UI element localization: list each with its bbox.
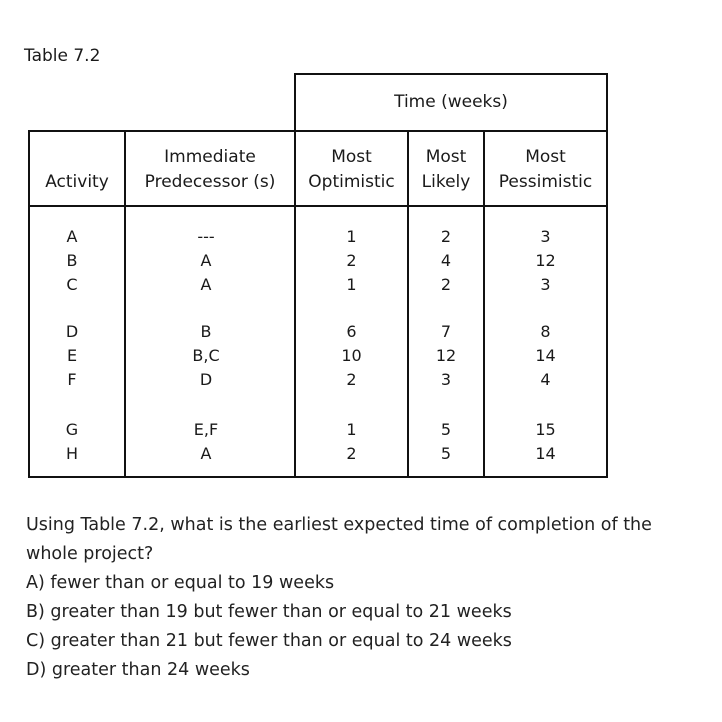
predecessor-cell: A	[200, 251, 212, 270]
activity-cell: G	[65, 420, 79, 439]
likely-cell: 7	[440, 322, 452, 341]
predecessor-cell: B,C	[192, 346, 220, 365]
activity-group	[30, 225, 114, 297]
answer-option-d[interactable]: D) greater than 24 weeks	[26, 660, 250, 680]
likely-group	[409, 320, 483, 392]
question-block	[26, 511, 706, 685]
predecessor-cell: A	[200, 444, 212, 463]
pessimistic-cell: 15	[535, 420, 556, 439]
optimistic-group	[296, 418, 407, 466]
header-optimistic-line2: Optimistic	[308, 172, 395, 192]
activity-cell: A	[66, 227, 78, 246]
activity-cell: D	[65, 322, 79, 341]
predecessor-group	[126, 320, 286, 392]
activity-cell: B	[66, 251, 78, 270]
table-rule	[294, 73, 608, 75]
optimistic-group	[296, 225, 407, 297]
pessimistic-cell: 8	[540, 322, 551, 341]
predecessor-group	[126, 225, 286, 297]
activity-group	[30, 320, 114, 392]
table-rule	[28, 476, 608, 478]
pessimistic-cell: 4	[540, 370, 551, 389]
header-activity: Activity	[45, 172, 109, 192]
likely-cell: 5	[440, 420, 452, 439]
predecessor-cell: B	[200, 322, 212, 341]
predecessor-group	[126, 418, 286, 466]
pessimistic-group	[485, 320, 606, 392]
optimistic-cell: 1	[346, 420, 357, 439]
pessimistic-cell: 12	[535, 251, 556, 270]
activity-group	[30, 418, 114, 466]
header-optimistic-line1: Most	[331, 147, 372, 167]
answer-option-b[interactable]: B) greater than 19 but fewer than or equal to 21 weeks	[26, 602, 512, 622]
activity-time-table	[28, 73, 608, 478]
question-stem: Using Table 7.2, what is the earliest expected time of completion of the whole project?	[26, 515, 652, 564]
activity-cell: F	[67, 370, 77, 389]
pessimistic-group	[485, 225, 606, 297]
predecessor-cell: A	[200, 275, 212, 294]
header-predecessor-line1: Immediate	[164, 147, 256, 167]
predecessor-cell: ---	[197, 227, 215, 246]
table-rule	[606, 73, 608, 478]
likely-cell: 12	[435, 346, 457, 365]
optimistic-cell: 6	[346, 322, 357, 341]
answer-option-c[interactable]: C) greater than 21 but fewer than or equal to 24 weeks	[26, 631, 512, 651]
likely-cell: 3	[440, 370, 452, 389]
likely-group	[409, 418, 483, 466]
answer-option-a[interactable]: A) fewer than or equal to 19 weeks	[26, 573, 335, 593]
likely-cell: 4	[440, 251, 452, 270]
time-group-header: Time (weeks)	[394, 92, 508, 112]
optimistic-cell: 1	[346, 275, 357, 294]
header-pessimistic-line2: Pessimistic	[498, 172, 593, 192]
pessimistic-cell: 14	[535, 444, 556, 463]
activity-cell: H	[65, 444, 79, 463]
header-likely-line1: Most	[425, 147, 467, 167]
table-rule	[28, 130, 608, 132]
optimistic-cell: 2	[346, 370, 357, 389]
optimistic-cell: 2	[346, 444, 357, 463]
header-likely-line2: Likely	[421, 172, 471, 192]
optimistic-cell: 2	[346, 251, 357, 270]
pessimistic-group	[485, 418, 606, 466]
pessimistic-cell: 14	[535, 346, 556, 365]
predecessor-cell: E,F	[193, 420, 219, 439]
optimistic-cell: 10	[341, 346, 362, 365]
pessimistic-cell: 3	[540, 227, 551, 246]
optimistic-cell: 1	[346, 227, 357, 246]
table-caption: Table 7.2	[24, 46, 101, 66]
likely-cell: 2	[440, 275, 452, 294]
likely-cell: 2	[440, 227, 452, 246]
likely-group	[409, 225, 483, 297]
likely-cell: 5	[440, 444, 452, 463]
header-pessimistic-line1: Most	[525, 147, 566, 167]
header-predecessor-line2: Predecessor (s)	[144, 172, 276, 192]
pessimistic-cell: 3	[540, 275, 551, 294]
optimistic-group	[296, 320, 407, 392]
predecessor-cell: D	[199, 370, 213, 389]
table-rule	[28, 205, 608, 207]
activity-cell: C	[66, 275, 78, 294]
activity-cell: E	[66, 346, 78, 365]
